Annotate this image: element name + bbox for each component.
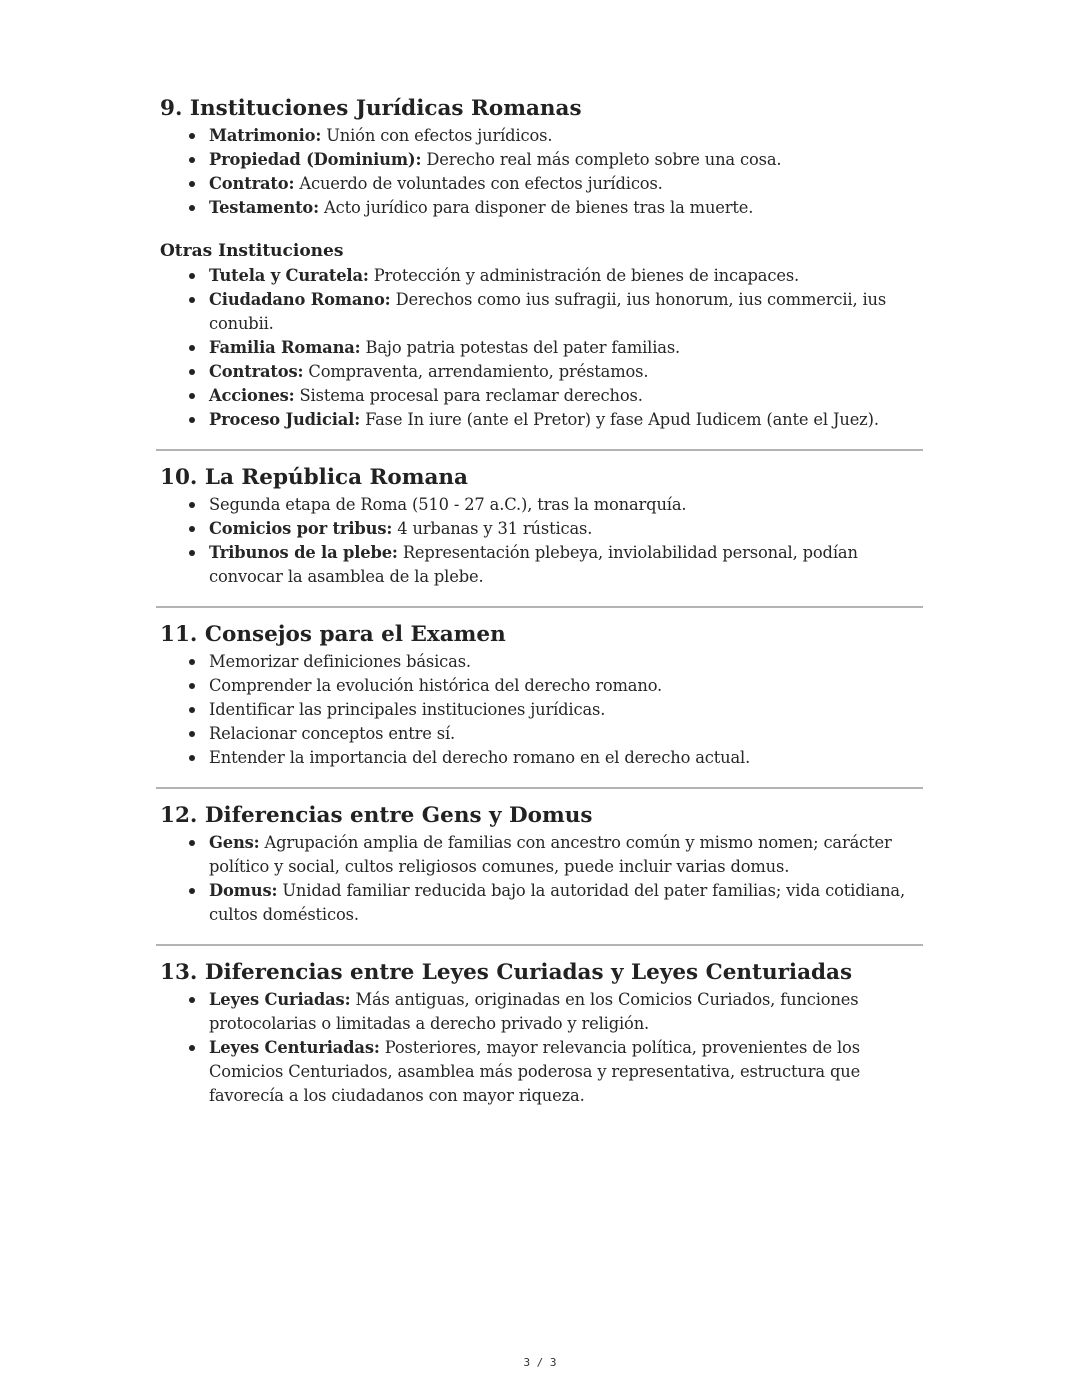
section-9-title: 9. Instituciones Jurídicas Romanas <box>160 96 582 121</box>
list-item: Memorizar definiciones básicas. <box>209 650 923 674</box>
list-item: Ciudadano Romano: Derechos como ius sufragii, ius honorum, ius commercii, ius conubii. <box>209 288 923 336</box>
document-content <box>160 96 923 1108</box>
list-item: Testamento: Acto jurídico para disponer de bienes tras la muerte. <box>209 196 923 220</box>
list-item: Gens: Agrupación amplia de familias con ancestro común y mismo nomen; carácter político y social, cultos religiosos comunes, puede incluir varias domus. <box>209 831 923 879</box>
list-item: Tutela y Curatela: Protección y administración de bienes de incapaces. <box>209 264 923 288</box>
list-item: Entender la importancia del derecho romano en el derecho actual. <box>209 746 923 770</box>
section-divider <box>156 944 923 946</box>
list-item: Leyes Curiadas: Más antiguas, originadas en los Comicios Curiados, funciones protocolarias o limitadas a derecho privado y religión. <box>209 988 923 1036</box>
section-9-list <box>160 124 923 220</box>
list-item: Contratos: Compraventa, arrendamiento, préstamos. <box>209 360 923 384</box>
section-divider <box>156 606 923 608</box>
list-item: Matrimonio: Unión con efectos jurídicos. <box>209 124 923 148</box>
list-item: Propiedad (Dominium): Derecho real más completo sobre una cosa. <box>209 148 923 172</box>
list-item: Proceso Judicial: Fase In iure (ante el Pretor) y fase Apud Iudicem (ante el Juez). <box>209 408 923 432</box>
list-item: Acciones: Sistema procesal para reclamar derechos. <box>209 384 923 408</box>
section-10-list <box>160 493 923 589</box>
subsection-list <box>160 264 923 432</box>
list-item: Familia Romana: Bajo patria potestas del pater familias. <box>209 336 923 360</box>
section-divider <box>156 449 923 451</box>
list-item: Domus: Unidad familiar reducida bajo la autoridad del pater familias; vida cotidiana, cultos domésticos. <box>209 879 923 927</box>
list-item: Segunda etapa de Roma (510 - 27 a.C.), tras la monarquía. <box>209 493 923 517</box>
list-item: Contrato: Acuerdo de voluntades con efectos jurídicos. <box>209 172 923 196</box>
section-12-title: 12. Diferencias entre Gens y Domus <box>160 803 593 828</box>
section-13-list <box>160 988 923 1108</box>
subsection-title: Otras Instituciones <box>160 241 344 261</box>
page-number: 3 / 3 <box>523 1356 557 1369</box>
list-item: Tribunos de la plebe: Representación plebeya, inviolabilidad personal, podían convocar la asamblea de la plebe. <box>209 541 923 589</box>
list-item: Identificar las principales instituciones jurídicas. <box>209 698 923 722</box>
list-item: Leyes Centuriadas: Posteriores, mayor relevancia política, provenientes de los Comicios Centuriados, asamblea más poderosa y representativa, estructura que favorecía a los ciudadanos con mayor riqueza. <box>209 1036 923 1108</box>
section-10-title: 10. La República Romana <box>160 465 468 490</box>
section-11-title: 11. Consejos para el Examen <box>160 622 506 647</box>
list-item: Comicios por tribus: 4 urbanas y 31 rústicas. <box>209 517 923 541</box>
list-item: Relacionar conceptos entre sí. <box>209 722 923 746</box>
section-11-list <box>160 650 923 770</box>
section-12-list <box>160 831 923 927</box>
list-item: Comprender la evolución histórica del derecho romano. <box>209 674 923 698</box>
section-divider <box>156 787 923 789</box>
section-13-title: 13. Diferencias entre Leyes Curiadas y Leyes Centuriadas <box>160 960 853 985</box>
